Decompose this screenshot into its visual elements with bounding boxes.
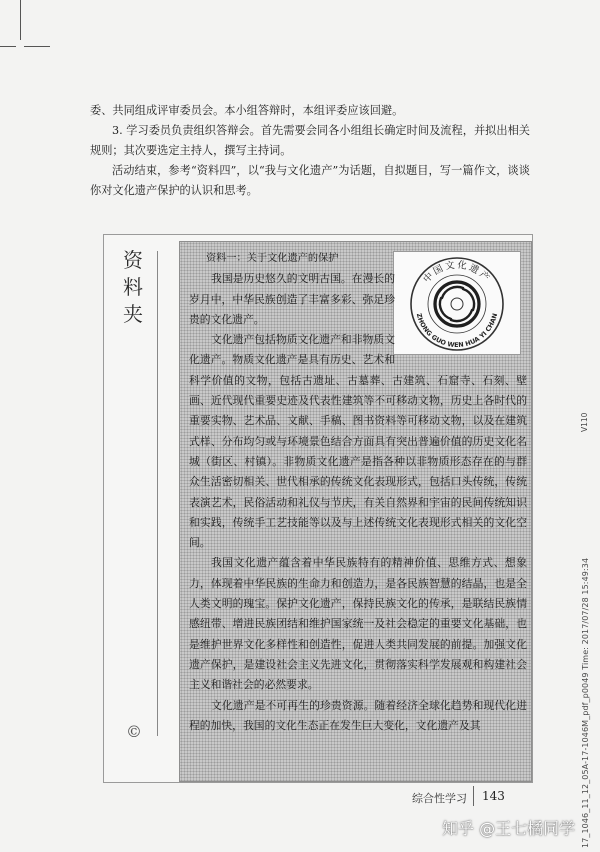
crop-mark-vertical — [20, 0, 21, 40]
material-title: 资料一：关于文化遗产的保护 — [206, 253, 339, 264]
folder-label-char: 资 — [123, 248, 143, 272]
material-folder-panel — [103, 234, 533, 783]
paragraph: 活动结束，参考“资料四”，以“我与文化遗产”为话题，自拟题目，写一篇作文，谈谈你对文化遗产保护的认识和思考。 — [90, 164, 530, 197]
logo-cn-text: 中国文化遗产 — [421, 259, 493, 286]
material-paragraph: 文化遗产包括物质文化遗产和非物质文化遗产。物质文化遗产是具有历史、艺术和科学价值的文物，包括古遗址、古墓葬、古建筑、石窟寺、石刻、壁画、近代现代重要史迹及代表性建筑等不可移动文物，历史上各时代的重要实物、艺术品、文献、手稿、图书资料等可移动文物，以及在建筑式样、分布均匀或与环境景色结合方面具有突出普遍价值的历史文化名城（街区、村镇）。非物质文化遗产是指各种以非物质形态存在的与群众生活密切相关、世代相承的传统文化表现形式，包括口头传统，传统表演艺术，民俗活动和礼仪与节庆，有关自然界和宇宙的民间传统知识和实践，传统手工艺技能等以及与上述传统文化表现形式相关的文化空间。 — [189, 333, 527, 550]
side-divider — [157, 251, 158, 736]
material-paragraph: 我国文化遗产蕴含着中华民族特有的精神价值、思维方式、想象力，体现着中华民族的生命力和创造力，是各民族智慧的结晶，也是全人类文明的瑰宝。保护文化遗产，保持民族文化的传承，是联结民族情感纽带、增进民族团结和维护国家统一及社会稳定的重要文化基础，也是维护世界文化多样性和创造性，促进人类共同发展的前提。加强文化遗产保护，是建设社会主义先进文化，贯彻落实科学发展观和构建社会主义和谐社会的必然要求。 — [189, 556, 527, 692]
material-paragraph: 文化遗产是不可再生的珍贵资源。随着经济全球化趋势和现代化进程的加快，我国的文化生态正在发生巨大变化，文化遗产及其 — [189, 698, 527, 732]
paragraph: 委、共同组成评审委员会。本小组答辩时，本组评委应该回避。 — [90, 104, 404, 117]
crop-mark-horizontal — [24, 46, 50, 47]
material-paragraph: 我国是历史悠久的文明古国。在漫长的岁月中，中华民族创造了丰富多彩、弥足珍贵的文化遗产。 — [189, 272, 395, 326]
paragraph: 3. 学习委员负责组织答辩会。首先需要会同各小组组长确定时间及流程，并拟出相关规则；其次要选定主持人，撰写主持词。 — [90, 124, 530, 157]
margin-code: V110 — [580, 412, 589, 432]
crop-mark-horizontal — [0, 46, 16, 47]
footer-divider — [473, 786, 474, 806]
page-number: 143 — [482, 789, 505, 803]
print-timestamp: 17_1046_11_12_05A-17-1046M_pdf_p0049 Time: 2017/07/28 15:49:34 — [581, 557, 590, 848]
body-text — [90, 101, 530, 201]
section-name: 综合性学习 — [412, 792, 467, 805]
material-text — [189, 249, 527, 736]
logo-en-text: ZHONG GUO WEN HUA YI CHAN — [414, 312, 500, 350]
watermark: 知乎 @王七橘同学 — [442, 819, 576, 838]
copyright-icon: © — [126, 722, 142, 741]
folder-label — [118, 247, 148, 328]
folder-label-char: 料 — [123, 275, 143, 299]
folder-label-char: 夹 — [123, 302, 143, 326]
